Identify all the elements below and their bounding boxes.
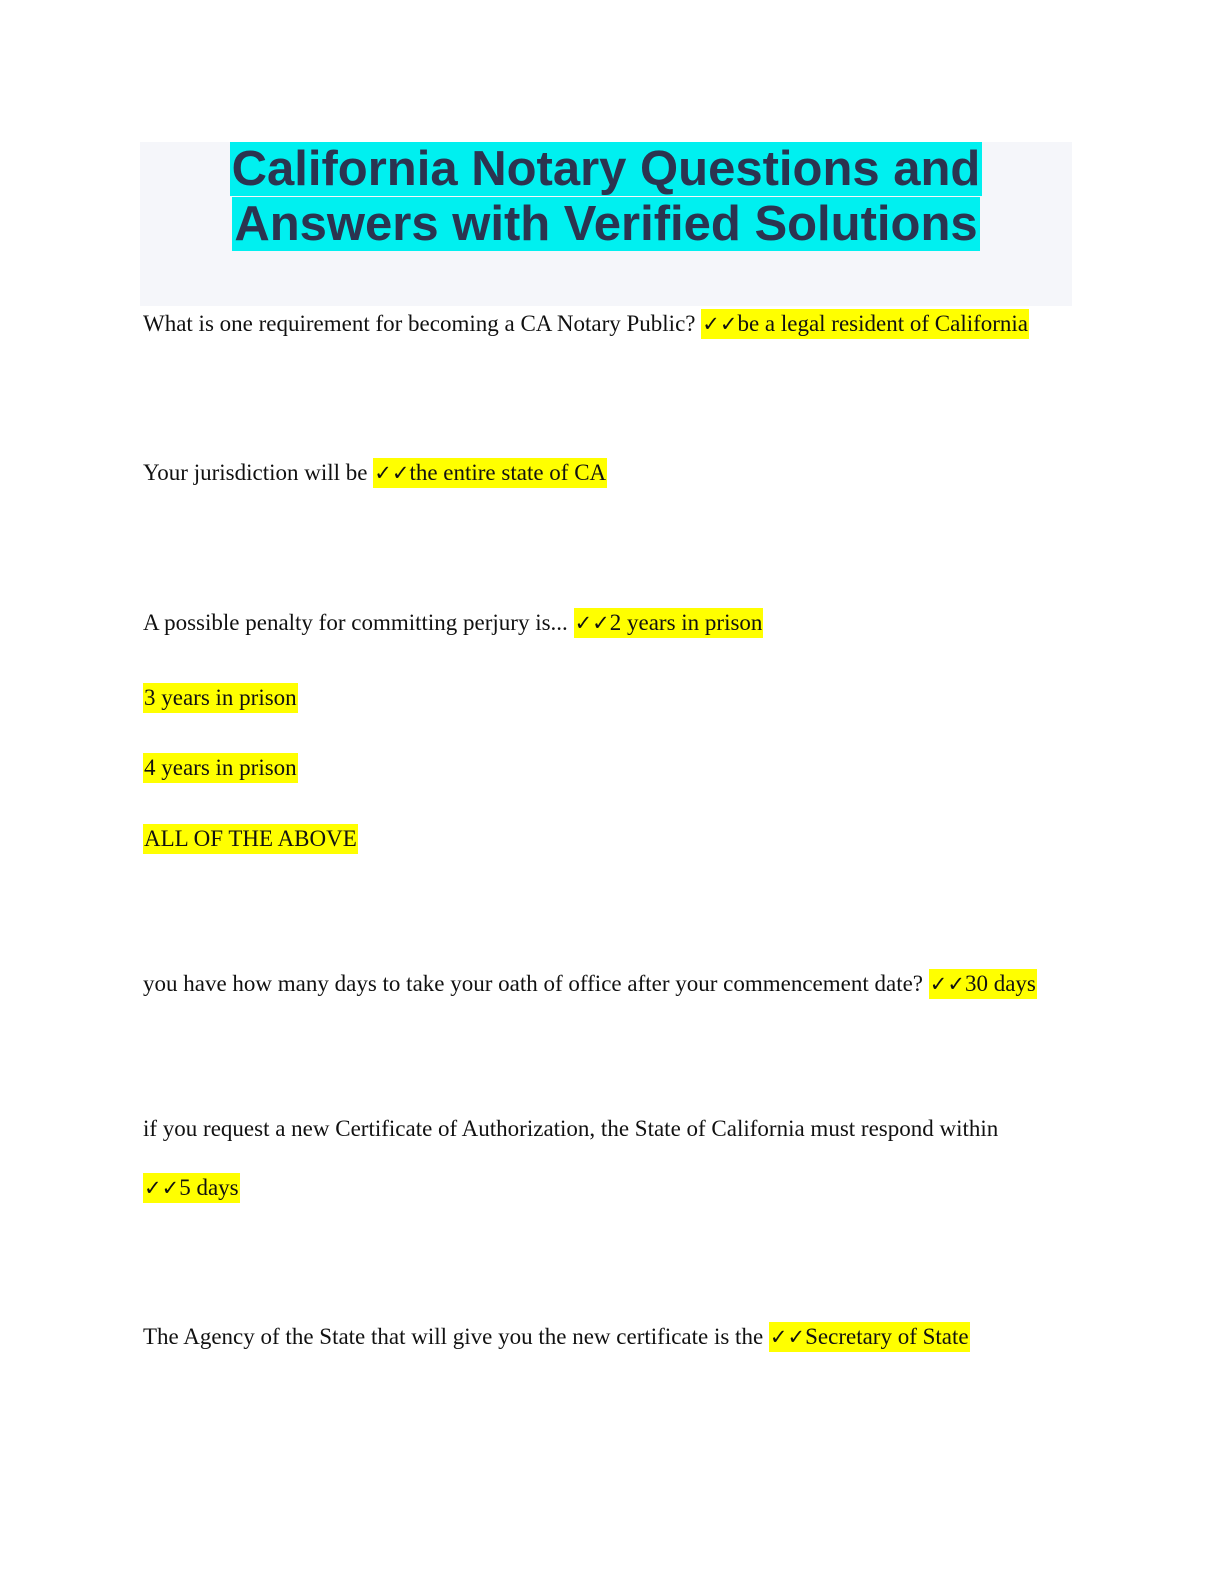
answer-text: 3 years in prison: [143, 683, 298, 713]
answer-highlight: [769, 1322, 970, 1352]
question-text: if you request a new Certificate of Authorization, the State of California must respond within: [143, 1116, 999, 1141]
answer-highlight: [701, 309, 1029, 339]
answer-text: 5 days: [179, 1175, 239, 1200]
answer-highlight: [143, 1173, 240, 1203]
answer-highlight: [929, 969, 1037, 999]
answer-highlight: [373, 458, 607, 488]
answer-text: 30 days: [964, 971, 1036, 996]
question-text: Your jurisdiction will be: [143, 460, 374, 485]
check-mark-icon: ✓✓: [574, 611, 610, 635]
answer-highlight: [574, 608, 764, 638]
qa-item-6: [143, 1321, 970, 1353]
answer-continuation-line: [143, 682, 298, 714]
document-title: [140, 142, 1072, 252]
answer-text: 2 years in prison: [609, 610, 763, 635]
title-line-2: Answers with Verified Solutions: [234, 197, 978, 251]
question-text: you have how many days to take your oath of office after your commencement date?: [143, 971, 929, 996]
answer-text: ALL OF THE ABOVE: [143, 824, 358, 854]
check-mark-icon: ✓✓: [769, 1325, 806, 1349]
qa-item-4: [143, 968, 1037, 1000]
question-text: What is one requirement for becoming a CA Notary Public?: [143, 311, 702, 336]
question-text: A possible penalty for committing perjury is...: [143, 610, 574, 635]
answer-continuation-line: [143, 1172, 240, 1204]
answer-text: be a legal resident of California: [737, 311, 1029, 336]
answer-text: the entire state of CA: [409, 460, 607, 485]
answer-continuation-line: [143, 823, 358, 855]
check-mark-icon: ✓✓: [702, 312, 738, 336]
check-mark-icon: ✓✓: [374, 461, 410, 485]
answer-text: Secretary of State: [805, 1324, 969, 1349]
qa-item-2: [143, 457, 607, 489]
answer-text: 4 years in prison: [143, 753, 298, 783]
check-mark-icon: ✓✓: [144, 1176, 180, 1200]
question-text: The Agency of the State that will give you the new certificate is the: [143, 1324, 769, 1349]
title-line-1: California Notary Questions and: [231, 142, 981, 196]
qa-item-5: [143, 1113, 998, 1145]
answer-continuation-line: [143, 752, 298, 784]
check-mark-icon: ✓✓: [929, 972, 965, 996]
qa-item-3: [143, 607, 763, 639]
qa-item-1: [143, 308, 1029, 340]
